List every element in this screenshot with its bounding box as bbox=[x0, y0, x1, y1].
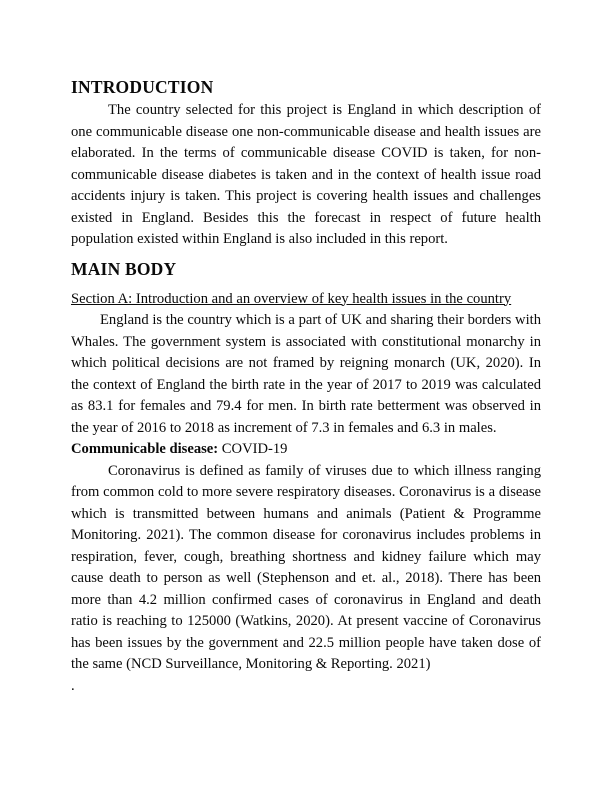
communicable-disease-line bbox=[71, 439, 541, 461]
main-body-heading: MAIN BODY bbox=[71, 258, 177, 279]
section-a-paragraph: England is the country which is a part of UK and sharing their borders with Whales. The government system is associated with constitutional monarchy in which political decisions are not framed by reigning monarch (UK, 2020). In the context of England the birth rate in the year of 2017 to 2019 was calculated as 83.1 for females and 79.4 for men. In birth rate betterment was observed in the year of 2016 to 2018 as increment of 7.3 in females and 6.3 in males. bbox=[71, 312, 541, 436]
introduction-paragraph: The country selected for this project is England in which description of one communicable disease one non-communicable disease and health issues are elaborated. In the terms of communicable disease COVID is taken, for non-communicable disease diabetes is taken and in the context of health issue road accidents injury is taken. This project is covering health issues and challenges existed in England. Besides this the forecast in respect of future health population existed within England is also included in this report. bbox=[71, 102, 541, 247]
introduction-heading: INTRODUCTION bbox=[71, 77, 214, 97]
trailing-period: . bbox=[71, 677, 75, 694]
communicable-disease-label: Communicable disease: bbox=[71, 441, 219, 457]
covid-paragraph: Coronavirus is defined as family of viruses due to which illness ranging from common cold to more severe respiratory diseases. Coronavirus is a disease which is transmitted between humans and animals (Patient & Programme Monitoring. 2021). The common disease for coronavirus includes problems in respiration, fever, cough, breathing shortness and kidney failure which may cause death to person as well (Stephenson and et. al., 2018). There has been more than 4.2 million confirmed cases of coronavirus in England and death ratio is reaching to 125000 (Watkins, 2020). At present vaccine of Coronavirus has been issues by the government and 22.5 million people have taken dose of the same (NCD Surveillance, Monitoring & Reporting. 2021) bbox=[71, 462, 541, 672]
communicable-disease-value: COVID-19 bbox=[218, 441, 288, 457]
section-a-heading: Section A: Introduction and an overview of key health issues in the country bbox=[71, 290, 512, 307]
